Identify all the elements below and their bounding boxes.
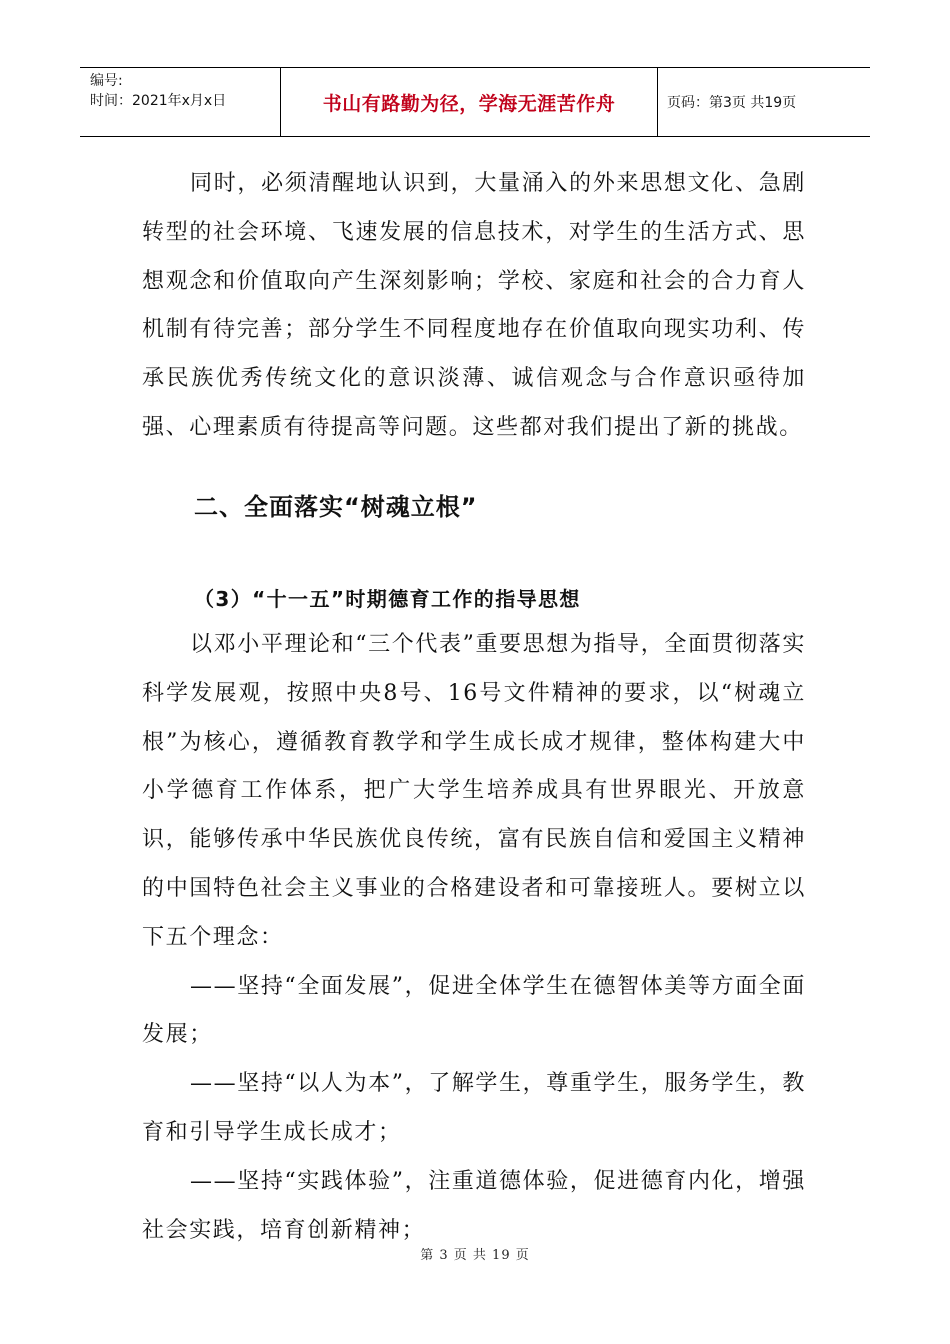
header-motto: 书山有路勤为径，学海无涯苦作舟 — [281, 68, 658, 136]
principle-item: ——坚持“实践体验”，注重道德体验，促进德育内化，增强社会实践，培育创新精神； — [142, 1168, 806, 1243]
principle-item: ——坚持“全面发展”，促进全体学生在德智体美等方面全面发展； — [142, 973, 806, 1048]
body-paragraph: 以邓小平理论和“三个代表”重要思想为指导，全面贯彻落实科学发展观，按照中央8号、16号文件精神的要求，以“树魂立根”为核心，遵循教育教学和学生成长成才规律，整体构建大中小学德育工作体系，把广大学生培养成具有世界眼光、开放意识，能够传承中华民族优良传统，富有民族自信和爱国主义精神的中国特色社会主义事业的合格建设者和可靠接班人。要树立以下五个理念： — [142, 632, 806, 950]
document-time-label: 时间：2021年x月x日 — [90, 93, 227, 109]
section2-body — [142, 621, 806, 1255]
page-footer: 第 3 页 共 19 页 — [420, 1248, 530, 1263]
header-meta-cell — [80, 68, 281, 136]
document-header — [80, 67, 870, 137]
section-heading: 二、全面落实“树魂立根” — [194, 493, 478, 521]
principle-item: ——坚持“以人为本”，了解学生，尊重学生，服务学生，教育和引导学生成长成才； — [142, 1071, 806, 1145]
section1-body — [142, 160, 806, 453]
subsection-heading: （3）“十一五”时期德育工作的指导思想 — [194, 587, 581, 611]
header-page-info: 页码：第3页 共19页 — [667, 95, 797, 111]
body-paragraph: 同时，必须清醒地认识到，大量涌入的外来思想文化、急剧转型的社会环境、飞速发展的信息技术，对学生的生活方式、思想观念和价值取向产生深刻影响；学校、家庭和社会的合力育人机制有待完善；部分学生不同程度地存在价值取向现实功利、传承民族优秀传统文化的意识淡薄、诚信观念与合作意识亟待加强、心理素质有待提高等问题。这些都对我们提出了新的挑战。 — [142, 171, 806, 440]
document-number-label: 编号: — [90, 73, 123, 89]
